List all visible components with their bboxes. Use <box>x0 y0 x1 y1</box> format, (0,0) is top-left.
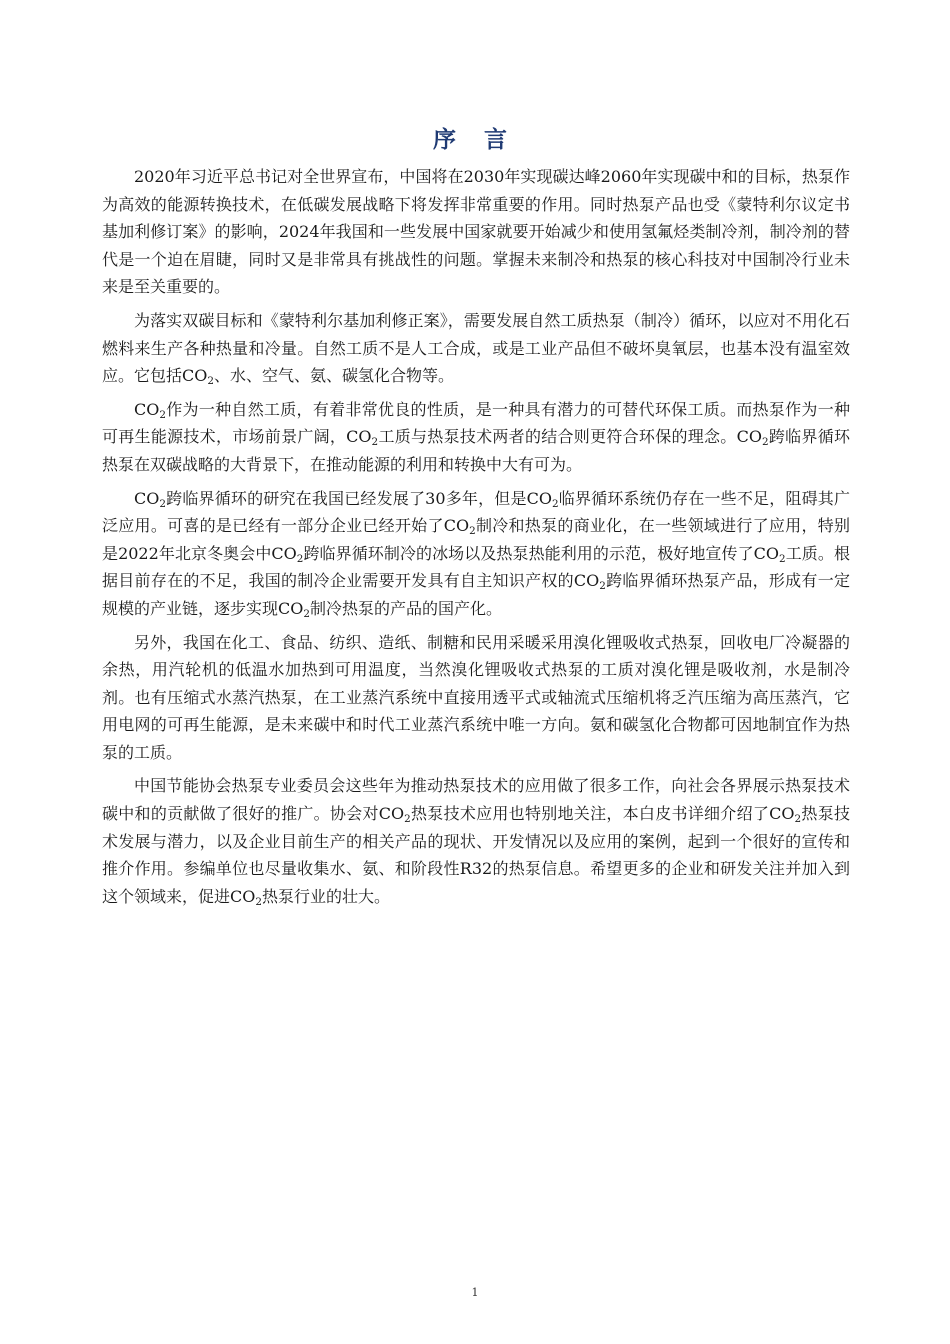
paragraph-4: $CO_2$跨临界循环的研究在我国已经发展了30多年，但是$CO_2$临界循环系统仍存在一些不足，阻碍其广泛应用。可喜的是已经有一部分企业已经开始了$CO_2$制冷和热泵的商业化，在一些领域进行了应用，特别是2022年北京冬奥会中$CO_2$跨临界循环制冷的冰场以及热泵热能利用的示范，极好地宣传了$CO_2$工质。根据目前存在的不足，我国的制冷企业需要开发具有自主知识产权的$CO_2$跨临界循环热泵产品，形成有一定规模的产业链，逐步实现$CO_2$制冷热泵的产品的国产化。 <box>102 488 850 621</box>
paragraph-3: $CO_2$作为一种自然工质，有着非常优良的性质，是一种具有潜力的可替代环保工质。而热泵作为一种可再生能源技术，市场前景广阔，$CO_2$工质与热泵技术两者的结合则更符合环保的理念。$CO_2$跨临界循环热泵在双碳战略的大背景下，在推动能源的利用和转换中大有可为。 <box>102 399 850 474</box>
paragraph-1: 2020年习近平总书记对全世界宣布，中国将在2030年实现碳达峰2060年实现碳中和的目标，热泵作为高效的能源转换技术，在低碳发展战略下将发挥非常重要的作用。同时热泵产品也受《蒙特利尔议定书基加利修订案》的影响，2024年我国和一些发展中国家就要开始减少和使用氢氟烃类制冷剂，制冷剂的替代是一个迫在眉睫，同时又是非常具有挑战性的问题。掌握未来制冷和热泵的核心科技对中国制冷行业未来是至关重要的。 <box>102 167 850 297</box>
preface-body <box>102 163 850 916</box>
page-title: 序 言 <box>432 126 517 153</box>
paragraph-2: 为落实双碳目标和《蒙特利尔基加利修正案》，需要发展自然工质热泵（制冷）循环，以应对不用化石燃料来生产各种热量和冷量。自然工质不是人工合成，或是工业产品但不破坏臭氧层，也基本没有温室效应。它包括$CO_2$、水、空气、氨、碳氢化合物等。 <box>102 310 850 388</box>
paragraph-5: 另外，我国在化工、食品、纺织、造纸、制糖和民用采暖采用溴化锂吸收式热泵，回收电厂冷凝器的余热，用汽轮机的低温水加热到可用温度，当然溴化锂吸收式热泵的工质对溴化锂是吸收剂，水是制冷剂。也有压缩式水蒸汽热泵，在工业蒸汽系统中直接用透平式或轴流式压缩机将乏汽压缩为高压蒸汽，它用电网的可再生能源，是未来碳中和时代工业蒸汽系统中唯一方向。氨和碳氢化合物都可因地制宜作为热泵的工质。 <box>102 632 850 762</box>
page-number: 1 <box>471 1286 479 1299</box>
paragraph-6: 中国节能协会热泵专业委员会这些年为推动热泵技术的应用做了很多工作，向社会各界展示热泵技术碳中和的贡献做了很好的推广。协会对$CO_2$热泵技术应用也特别地关注，本白皮书详细介绍了$CO_2$热泵技术发展与潜力，以及企业目前生产的相关产品的现状、开发情况以及应用的案例，起到一个很好的宣传和推介作用。参编单位也尽量收集水、氨、和阶段性R32的热泵信息。希望更多的企业和研发关注并加入到这个领域来，促进$CO_2$热泵行业的壮大。 <box>102 776 850 908</box>
